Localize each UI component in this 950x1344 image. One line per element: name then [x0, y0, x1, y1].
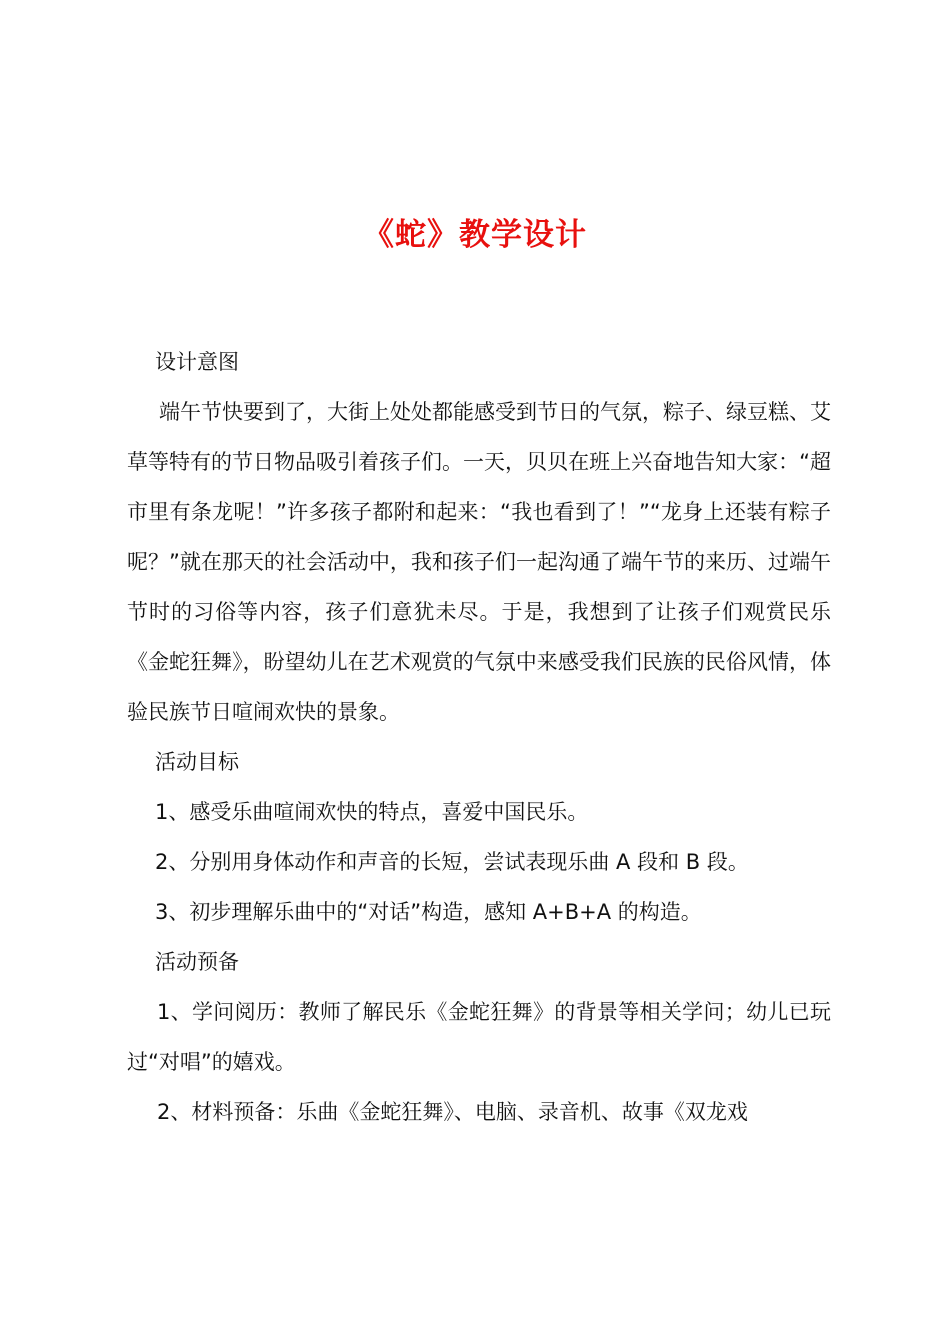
section-heading-goals: 活动目标 — [155, 750, 239, 774]
goal-item-3: 3、初步理解乐曲中的“对话”构造，感知 A+B+A 的构造。 — [155, 900, 702, 924]
document-title: 《蛇》教学设计 — [363, 217, 587, 253]
preparation-item-1: 1、学问阅历：教师了解民乐《金蛇狂舞》的背景等相关学问；幼儿已玩过“对唱”的嬉戏。 — [127, 1000, 831, 1074]
document-body — [127, 337, 831, 1137]
goal-item-2: 2、分别用身体动作和声音的长短，尝试表现乐曲 A 段和 B 段。 — [155, 850, 749, 874]
design-intent-paragraph: 端午节快要到了，大街上处处都能感受到节日的气氛，粽子、绿豆糕、艾草等特有的节日物品吸引着孩子们。一天，贝贝在班上兴奋地告知大家：“超市里有条龙呢！”许多孩子都附和起来：“我也看到了！”“龙身上还装有粽子呢？”就在那天的社会活动中，我和孩子们一起沟通了端午节的来历、过端午节时的习俗等内容，孩子们意犹未尽。于是，我想到了让孩子们观赏民乐《金蛇狂舞》，盼望幼儿在艺术观赏的气氛中来感受我们民族的民俗风情，体验民族节日喧闹欢快的景象。 — [127, 400, 831, 724]
goal-item-1: 1、感受乐曲喧闹欢快的特点，喜爱中国民乐。 — [155, 800, 589, 824]
section-heading-preparation: 活动预备 — [155, 950, 239, 974]
section-heading-design-intent: 设计意图 — [155, 350, 239, 374]
preparation-item-2: 2、材料预备：乐曲《金蛇狂舞》、电脑、录音机、故事《双龙戏 — [157, 1100, 748, 1124]
